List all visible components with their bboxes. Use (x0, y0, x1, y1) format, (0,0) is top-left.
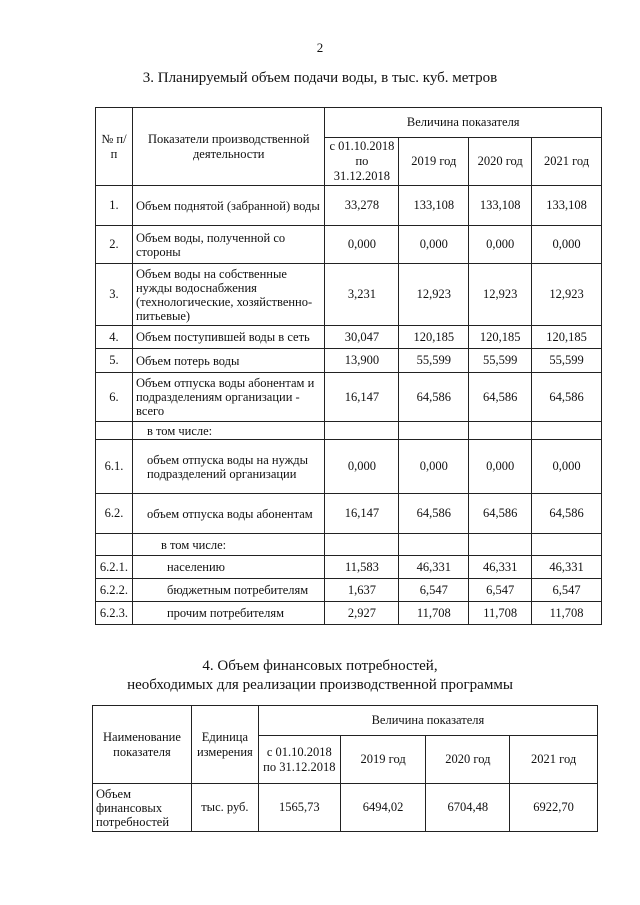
section4-title (0, 657, 640, 695)
table-row (96, 264, 602, 326)
row-name: объем отпуска воды абонентам (132, 494, 324, 534)
row-num: 6. (96, 373, 133, 422)
header-unit: Единица измерения (191, 706, 258, 784)
header-period: 2019 год (340, 736, 426, 784)
section4-title-line2: необходимых для реализации производственной программы (127, 677, 513, 693)
row-value: 0,000 (532, 440, 602, 494)
row-name: Объем поступившей воды в сеть (132, 326, 324, 349)
row-value: 64,586 (532, 494, 602, 534)
row-value: 64,586 (399, 373, 469, 422)
row-name: населению (132, 556, 324, 579)
row-value: 12,923 (399, 264, 469, 326)
row-value: 0,000 (399, 226, 469, 264)
row-num: 3. (96, 264, 133, 326)
section3-title: 3. Планируемый объем подачи воды, в тыс. куб. метров (142, 70, 498, 86)
table-row (96, 556, 602, 579)
row-value (532, 534, 602, 556)
row-value: 55,599 (532, 349, 602, 373)
row-value: 3,231 (325, 264, 399, 326)
header-period: 2021 год (532, 138, 602, 186)
header-period: 2021 год (510, 736, 598, 784)
row-value: 133,108 (469, 186, 532, 226)
row-value: 64,586 (469, 373, 532, 422)
page-number: 2 (316, 40, 324, 55)
row-num: 6.2.3. (96, 602, 133, 625)
table-row (96, 579, 602, 602)
row-value: 0,000 (325, 226, 399, 264)
row-value: 0,000 (532, 226, 602, 264)
row-name: Объем воды на собственные нужды водоснабжения (технологические, хозяйственно-питьевые) (132, 264, 324, 326)
row-value: 120,185 (532, 326, 602, 349)
row-value: 6,547 (469, 579, 532, 602)
row-value: 46,331 (469, 556, 532, 579)
table-row (96, 226, 602, 264)
row-value: 2,927 (325, 602, 399, 625)
row-name: Объем воды, полученной со стороны (132, 226, 324, 264)
table-row (93, 784, 598, 832)
row-value: 6922,70 (510, 784, 598, 832)
table-row (96, 602, 602, 625)
row-value: 55,599 (469, 349, 532, 373)
row-name: объем отпуска воды на нужды подразделений организации (132, 440, 324, 494)
header-period: с 01.10.2018 по 31.12.2018 (258, 736, 340, 784)
row-num: 6.1. (96, 440, 133, 494)
row-value: 16,147 (325, 494, 399, 534)
header-name: Наименование показателя (93, 706, 192, 784)
row-name: Объем потерь воды (132, 349, 324, 373)
row-num (96, 534, 133, 556)
table-row (96, 440, 602, 494)
row-value: 11,708 (532, 602, 602, 625)
row-name: бюджетным потребителям (132, 579, 324, 602)
header-period: 2020 год (469, 138, 532, 186)
financial-needs-table (92, 705, 598, 832)
row-value: 11,583 (325, 556, 399, 579)
row-value: 0,000 (469, 440, 532, 494)
header-value-group: Величина показателя (325, 108, 602, 138)
table-row (96, 373, 602, 422)
row-value: 46,331 (532, 556, 602, 579)
header-period: 2020 год (426, 736, 510, 784)
row-value: 120,185 (469, 326, 532, 349)
row-name: в том числе: (132, 534, 324, 556)
row-num: 5. (96, 349, 133, 373)
row-unit: тыс. руб. (191, 784, 258, 832)
row-value (469, 534, 532, 556)
row-value: 64,586 (532, 373, 602, 422)
row-value (325, 534, 399, 556)
row-value: 6704,48 (426, 784, 510, 832)
row-value (325, 422, 399, 440)
row-value: 46,331 (399, 556, 469, 579)
table-row (96, 349, 602, 373)
row-value: 120,185 (399, 326, 469, 349)
row-value (399, 534, 469, 556)
row-value: 12,923 (469, 264, 532, 326)
header-num: № п/п (96, 108, 133, 186)
row-value (469, 422, 532, 440)
row-value: 12,923 (532, 264, 602, 326)
header-indicator: Показатели производственной деятельности (132, 108, 324, 186)
row-value: 0,000 (399, 440, 469, 494)
row-num: 6.2.1. (96, 556, 133, 579)
row-num (96, 422, 133, 440)
row-value: 1565,73 (258, 784, 340, 832)
row-value: 11,708 (469, 602, 532, 625)
row-num: 6.2.2. (96, 579, 133, 602)
row-value: 11,708 (399, 602, 469, 625)
row-name: в том числе: (132, 422, 324, 440)
table-row (96, 494, 602, 534)
row-name: Объем финансовых потребностей (93, 784, 192, 832)
section4-title-line1: 4. Объем финансовых потребностей, (202, 658, 438, 674)
water-supply-table (95, 107, 602, 625)
row-value: 13,900 (325, 349, 399, 373)
row-value: 64,586 (469, 494, 532, 534)
row-name: Объем отпуска воды абонентам и подразделениям организации - всего (132, 373, 324, 422)
row-value: 16,147 (325, 373, 399, 422)
row-value: 30,047 (325, 326, 399, 349)
table-row (96, 326, 602, 349)
row-value: 133,108 (532, 186, 602, 226)
row-value: 1,637 (325, 579, 399, 602)
row-value: 64,586 (399, 494, 469, 534)
row-value: 6494,02 (340, 784, 426, 832)
row-value (532, 422, 602, 440)
row-value: 55,599 (399, 349, 469, 373)
row-name: Объем поднятой (забранной) воды (132, 186, 324, 226)
header-value-group: Величина показателя (258, 706, 597, 736)
row-value: 6,547 (399, 579, 469, 602)
row-num: 6.2. (96, 494, 133, 534)
header-period: с 01.10.2018 по 31.12.2018 (325, 138, 399, 186)
row-value (399, 422, 469, 440)
table-row (96, 186, 602, 226)
row-value: 0,000 (469, 226, 532, 264)
row-num: 1. (96, 186, 133, 226)
row-name: прочим потребителям (132, 602, 324, 625)
header-period: 2019 год (399, 138, 469, 186)
row-value: 0,000 (325, 440, 399, 494)
table-row (96, 422, 602, 440)
row-value: 6,547 (532, 579, 602, 602)
row-num: 4. (96, 326, 133, 349)
row-value: 33,278 (325, 186, 399, 226)
row-num: 2. (96, 226, 133, 264)
table-row (96, 534, 602, 556)
row-value: 133,108 (399, 186, 469, 226)
